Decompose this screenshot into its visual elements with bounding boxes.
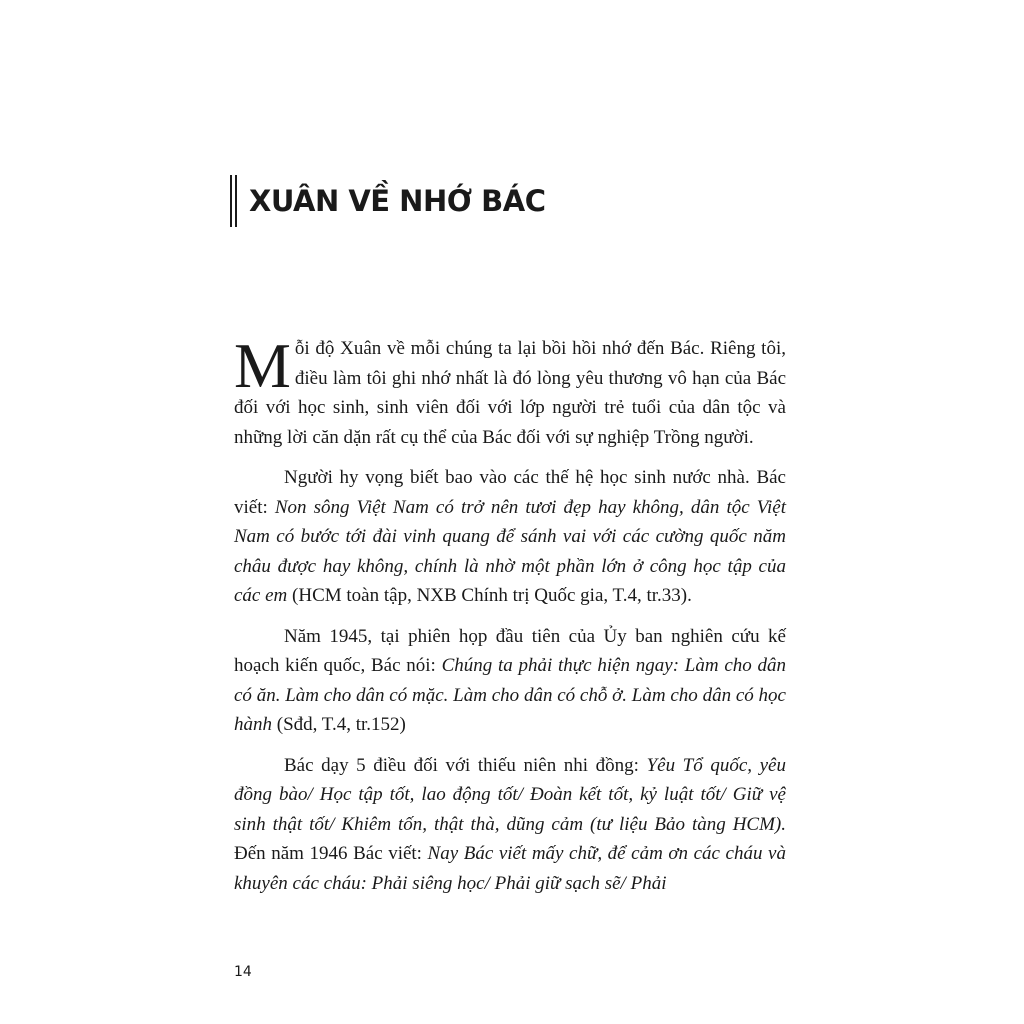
paragraph-4 bbox=[234, 751, 786, 899]
chapter-heading bbox=[230, 176, 545, 226]
text-run-italic: Chúng ta phải thực hiện ngay: Làm cho dân có ăn. Làm cho dân có mặc. Làm cho dân có chỗ ở. Làm cho dân có học hành bbox=[234, 655, 787, 735]
text-run: Đến năm 1946 Bác viết: bbox=[234, 843, 428, 864]
text-run: Bác dạy 5 điều đối với thiếu niên nhi đồng: bbox=[284, 754, 647, 776]
body-text bbox=[234, 330, 787, 909]
chapter-title: XUÂN VỀ NHỚ BÁC bbox=[249, 184, 546, 218]
drop-cap: M bbox=[234, 330, 291, 401]
text-run-italic: Non sông Việt Nam có trở nên tươi đẹp hay không, dân tộc Việt Nam có bước tới đài vinh quang để sánh vai với các cường quốc năm châu được hay không, chính là nhờ một phần lớn ở công học tập của các em bbox=[234, 496, 786, 606]
text-run: ỗi độ Xuân về mỗi chúng ta lại bồi hồi nhớ đến Bác. Riêng tôi, điều làm tôi ghi nhớ nhất là đó lòng yêu thương vô hạn của Bác đối với học sinh, sinh viên đối với lớp người trẻ tuổi của dân tộc và những lời căn dặn rất cụ thể của Bác đối với sự nghiệp Trồng người. bbox=[234, 338, 786, 448]
paragraph-1 bbox=[234, 330, 786, 452]
text-run: (HCM toàn tập, NXB Chính trị Quốc gia, T.4, tr.33). bbox=[287, 585, 692, 606]
page-number: 14 bbox=[234, 964, 252, 980]
title-bar-ornament bbox=[230, 175, 237, 227]
paragraph-2 bbox=[234, 463, 786, 611]
text-run: (Sđd, T.4, tr.152) bbox=[272, 714, 406, 735]
text-run: Năm 1945, tại phiên họp đầu tiên của Ủy ban nghiên cứu kế hoạch kiến quốc, Bác nói: bbox=[234, 625, 786, 676]
text-run-italic: Nay Bác viết mấy chữ, để cảm ơn các cháu và khuyên các cháu: Phải siêng học/ Phải giữ sạch sẽ/ Phải bbox=[234, 843, 786, 894]
text-run: Người hy vọng biết bao vào các thế hệ học sinh nước nhà. Bác viết: bbox=[234, 467, 786, 518]
text-run-italic: Yêu Tổ quốc, yêu đồng bào/ Học tập tốt, lao động tốt/ Đoàn kết tốt, kỷ luật tốt/ Giữ vệ sinh thật tốt/ Khiêm tốn, thật thà, dũng cảm (tư liệu Bảo tàng HCM). bbox=[234, 754, 786, 835]
paragraph-3 bbox=[234, 622, 786, 740]
